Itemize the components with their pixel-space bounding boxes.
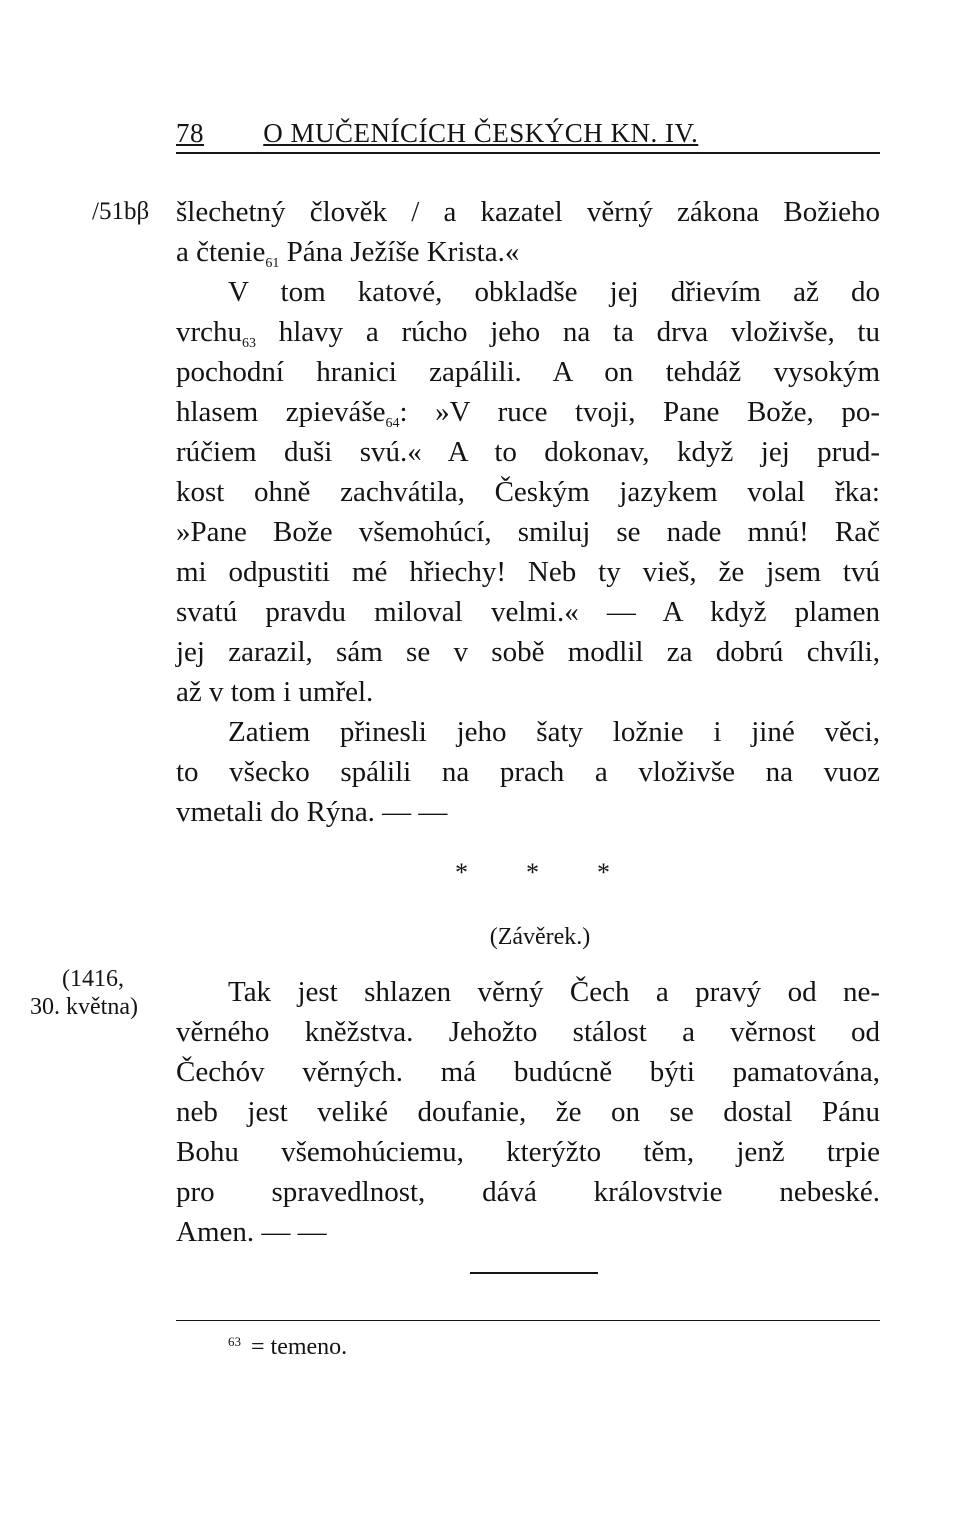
- running-header: [176, 118, 880, 149]
- note-ref: 61: [265, 256, 280, 271]
- text-line: až v tom i umřel.: [176, 676, 374, 708]
- text-line: »Pane Bože všemohúcí, smiluj se nade mnú! Rač: [176, 516, 880, 548]
- text-line: vmetali do Rýna. — —: [176, 796, 448, 828]
- section-title: (Závěrek.): [489, 924, 591, 950]
- text-line: Zatiem přinesli jeho šaty ložnie i jiné věci,: [228, 716, 880, 748]
- text-line: V tom katové, obkladše jej dřievím až do: [228, 276, 880, 308]
- text-line: Amen. — —: [176, 1216, 327, 1248]
- asterisk: *: [455, 858, 468, 887]
- asterisk: *: [597, 858, 610, 887]
- note-ref: 63: [242, 336, 257, 351]
- footnote-rule: [176, 1320, 880, 1321]
- asterisk: *: [526, 858, 539, 887]
- date-note-line2: 30. května): [30, 994, 138, 1020]
- text-line: šlechetný člověk / a kazatel věrný zákona Božieho: [176, 196, 880, 228]
- text-line: Bohu všemohúciemu, kterýžto těm, jenž trpie: [176, 1136, 880, 1168]
- footnote: [228, 1322, 347, 1367]
- text-line: svatú pravdu miloval velmi.« — A když plamen: [176, 596, 880, 628]
- text-line: hlasem zpieváše$_{64}$: »V ruce tvoji, Pane Bože, po-: [176, 396, 880, 431]
- running-title: O MUČENÍCÍCH ČESKÝCH KN. IV.: [263, 118, 699, 148]
- note-ref: 64: [385, 416, 400, 431]
- text-line: věrného kněžstva. Jehožto stálost a věrnost od: [176, 1016, 880, 1048]
- text-line: Tak jest shlazen věrný Čech a pravý od ne-: [228, 976, 880, 1008]
- footnote-number: 63: [228, 1334, 241, 1349]
- text-line: a čtenie$_{61}$ Pána Ježíše Krista.«: [176, 236, 520, 271]
- date-note-line1: (1416,: [62, 966, 124, 992]
- section-separator: [455, 858, 610, 888]
- text-line: vrchu$_{63}$ hlavy a rúcho jeho na ta drva vloživše, tu: [176, 316, 880, 351]
- folio-note: /51bβ: [92, 198, 150, 225]
- end-rule: [470, 1272, 598, 1274]
- text-line: rúčiem duši svú.« A to dokonav, když jej prud-: [176, 436, 880, 468]
- header-rule: [176, 152, 880, 154]
- text-line: pochodní hranici zapálili. A on tehdáž vysokým: [176, 356, 880, 388]
- text-line: kost ohně zachvátila, Českým jazykem volal řka:: [176, 476, 880, 508]
- text-line: mi odpustiti mé hřiechy! Neb ty vieš, že jsem tvú: [176, 556, 880, 588]
- text-line: Čechóv věrných. má budúcně býti pamatována,: [176, 1056, 880, 1088]
- text-line: pro spravedlnost, dává královstvie nebeské.: [176, 1176, 880, 1208]
- text-line: to všecko spálili na prach a vloživše na vuoz: [176, 756, 880, 788]
- text-line: jej zarazil, sám se v sobě modlil za dobrú chvíli,: [176, 636, 880, 668]
- footnote-text: = temeno.: [251, 1334, 348, 1360]
- text-line: neb jest veliké doufanie, že on se dostal Pánu: [176, 1096, 880, 1128]
- page-number: 78: [176, 118, 204, 148]
